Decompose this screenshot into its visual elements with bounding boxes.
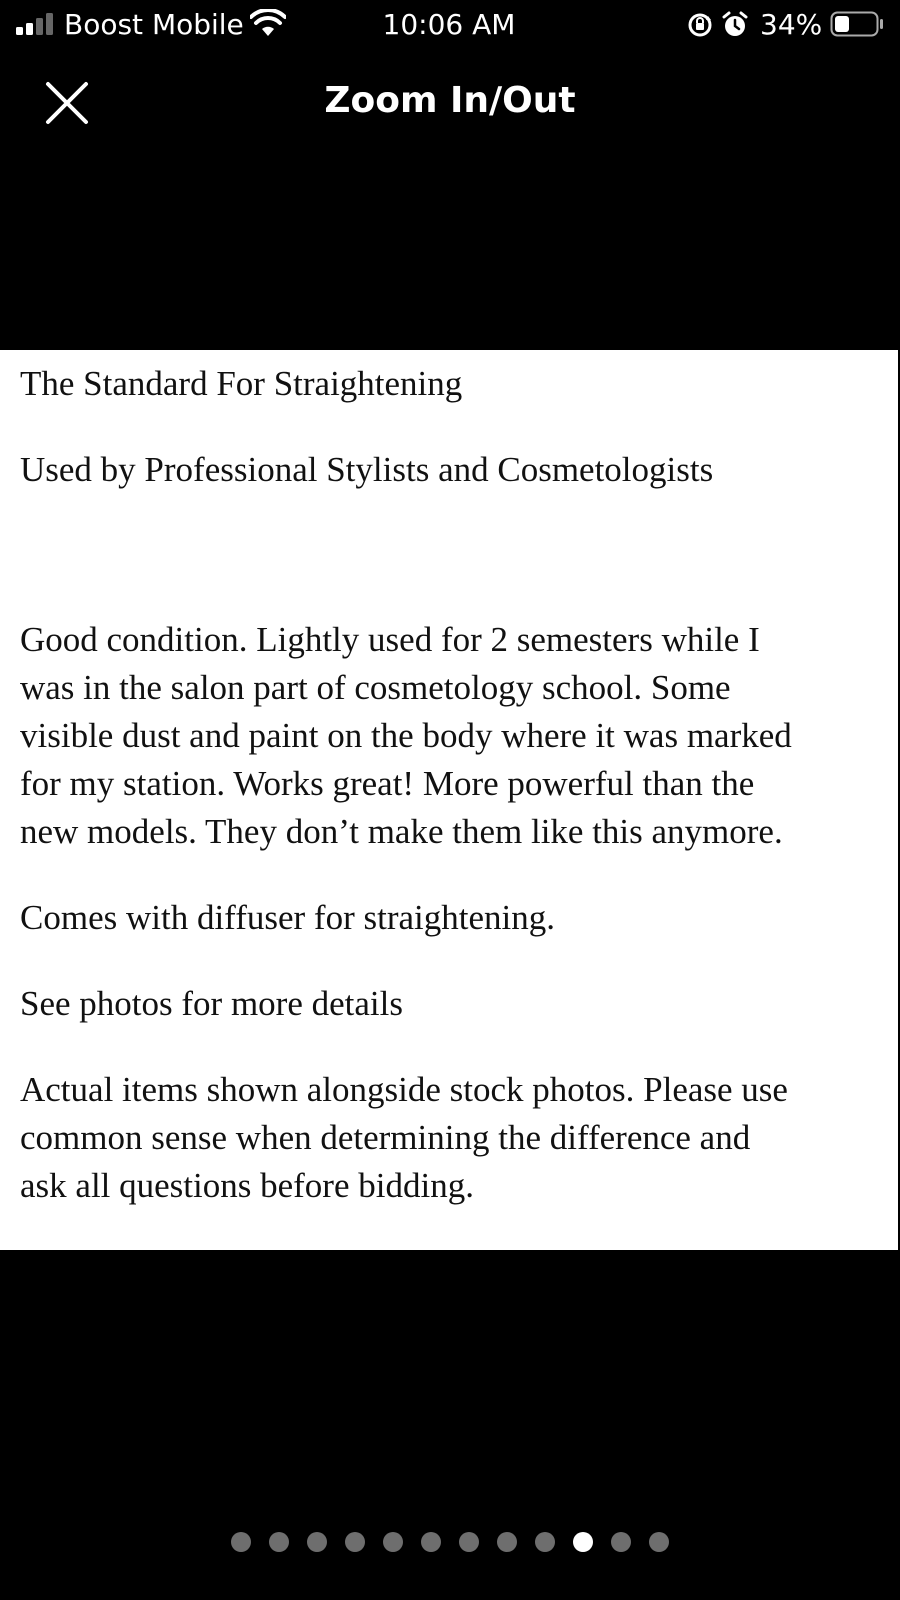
disclaimer-line: Actual items shown alongside stock photos. Please use	[20, 1070, 788, 1109]
photos-text: See photos for more details	[20, 984, 403, 1023]
carrier-name: Boost Mobile	[64, 8, 244, 41]
image-disclaimer	[20, 1066, 878, 1210]
disclaimer-line: common sense when determining the difference and	[20, 1118, 751, 1157]
orientation-lock-icon	[687, 12, 713, 38]
battery-icon	[830, 11, 884, 37]
page-dot[interactable]	[497, 1532, 517, 1552]
page-dot[interactable]	[231, 1532, 251, 1552]
battery-percentage: 34%	[760, 8, 823, 41]
status-time: 10:06 AM	[382, 8, 516, 41]
page-dot[interactable]	[269, 1532, 289, 1552]
description-line: visible dust and paint on the body where it was marked	[20, 716, 792, 755]
disclaimer-line: ask all questions before bidding.	[20, 1166, 474, 1205]
page-dot[interactable]	[611, 1532, 631, 1552]
page-indicator	[0, 1532, 900, 1552]
status-bar	[0, 0, 900, 50]
image-title-text: The Standard For Straightening	[20, 364, 463, 403]
page-dot[interactable]	[649, 1532, 669, 1552]
description-line: was in the salon part of cosmetology school. Some	[20, 668, 731, 707]
description-line: new models. They don’t make them like this anymore.	[20, 812, 783, 851]
page-dot[interactable]	[535, 1532, 555, 1552]
description-line: Good condition. Lightly used for 2 semesters while I	[20, 620, 760, 659]
page-dot[interactable]	[421, 1532, 441, 1552]
page-dot-active[interactable]	[573, 1532, 593, 1552]
page-title: Zoom In/Out	[324, 80, 576, 121]
alarm-icon	[722, 11, 748, 39]
diffuser-text: Comes with diffuser for straightening.	[20, 898, 555, 937]
page-dot[interactable]	[383, 1532, 403, 1552]
page-dot[interactable]	[345, 1532, 365, 1552]
page-dot[interactable]	[459, 1532, 479, 1552]
zoomable-image[interactable]	[0, 350, 898, 1250]
description-line: for my station. Works great! More powerful than the	[20, 764, 755, 803]
image-description	[20, 616, 878, 856]
image-subtitle-text: Used by Professional Stylists and Cosmetologists	[20, 450, 714, 489]
page-dot[interactable]	[307, 1532, 327, 1552]
